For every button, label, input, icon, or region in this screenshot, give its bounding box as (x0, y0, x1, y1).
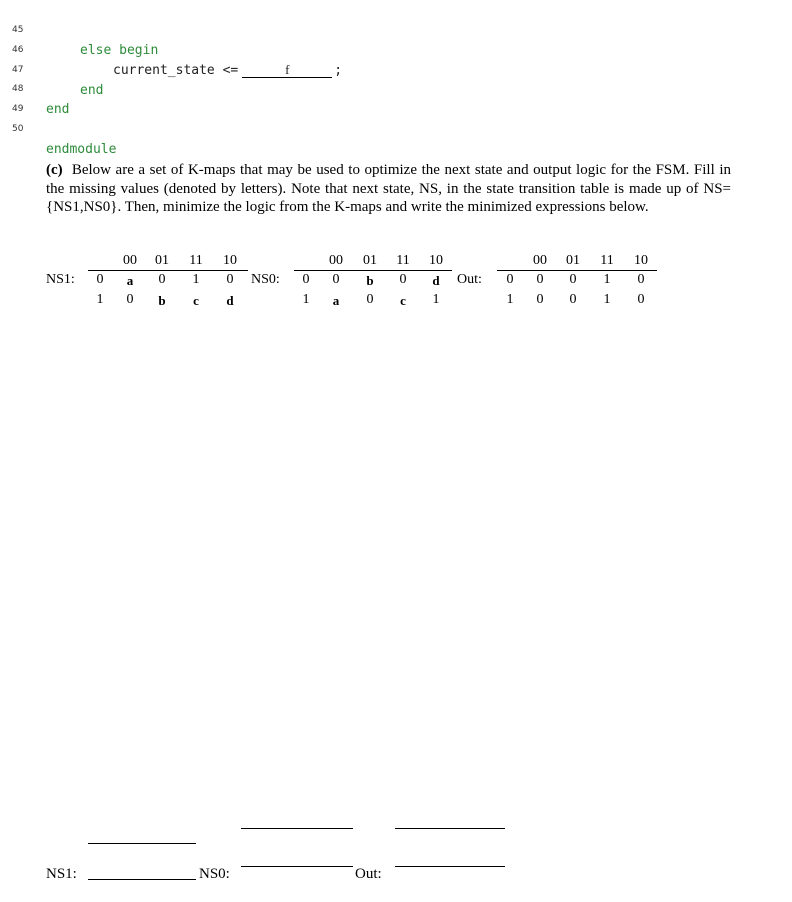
line-number: 46 (12, 45, 24, 55)
answer-blank[interactable]: f (242, 63, 332, 78)
kmap-col-header: 00 (533, 253, 547, 268)
kmap-cell: 1 (432, 292, 440, 307)
kmap-row-header: 1 (302, 292, 310, 307)
kmap-cell: 0 (226, 272, 234, 287)
kmap-cell: 0 (569, 272, 577, 287)
kmap-cell: 0 (637, 292, 645, 307)
kmap-cell: 1 (603, 292, 611, 307)
kmap-row-header: 0 (302, 272, 310, 287)
kmap-cell-missing[interactable]: d (226, 293, 234, 308)
kmap-row-header: 0 (96, 272, 104, 287)
question-text: Below are a set of K-maps that may be used to optimize the next state and output logic for the FSM. Fill in the missing values (denoted by letters). Note that next state, NS, in the state transition table is made up of NS={NS1,NS0}. Then, minimize the logic from the K-maps and write the minimized expressions below. (46, 162, 731, 215)
kmap-cell-missing[interactable]: c (400, 293, 406, 308)
kmap-cell: 1 (192, 272, 200, 287)
kmap-col-header: 01 (363, 253, 377, 268)
kmap-col-header: 00 (329, 253, 343, 268)
kmap-cell: 0 (399, 272, 407, 287)
line-number: 45 (12, 25, 24, 35)
kmap-cell: 0 (536, 292, 544, 307)
kmap-col-header: 10 (429, 253, 443, 268)
kmap-col-header: 01 (155, 253, 169, 268)
kmap-cell: 1 (603, 272, 611, 287)
kmap-header-rule (497, 270, 657, 271)
kmap-cell: 0 (536, 272, 544, 287)
kmap-col-header: 11 (600, 253, 614, 268)
kmap-cell: 0 (569, 292, 577, 307)
line-number: 47 (12, 65, 24, 75)
kmap-cell-missing[interactable]: a (332, 293, 340, 308)
code-text: end (80, 83, 104, 98)
kmap-col-header: 11 (189, 253, 203, 268)
kmap-header-rule (294, 270, 452, 271)
ns1-answer-line-lower[interactable] (88, 879, 196, 880)
line-number: 49 (12, 104, 24, 114)
kmap-label: NS0: (251, 272, 280, 287)
kmap-cell: 0 (126, 292, 134, 307)
code-text: end (46, 102, 70, 117)
kmap-cell: 0 (332, 272, 340, 287)
out-answer-line-upper[interactable] (395, 828, 505, 829)
part-label: (c) (46, 162, 63, 178)
kmap-col-header: 11 (396, 253, 410, 268)
out-answer-line-lower[interactable] (395, 866, 505, 867)
ns0-answer-label: NS0: (199, 866, 230, 882)
kmap-col-header: 10 (634, 253, 648, 268)
kmap-col-header: 01 (566, 253, 580, 268)
kmap-cell: 0 (158, 272, 166, 287)
kmap-label: NS1: (46, 272, 75, 287)
kmap-cell-missing[interactable]: a (126, 273, 134, 288)
line-number: 48 (12, 84, 24, 94)
kmap-cell: 0 (637, 272, 645, 287)
code-text: endmodule (46, 142, 117, 157)
kmap-cell-missing[interactable]: b (366, 273, 374, 288)
kmap-row-header: 0 (506, 272, 514, 287)
kmap-row-header: 1 (506, 292, 514, 307)
kmap-col-header: 10 (223, 253, 237, 268)
ns0-answer-line-lower[interactable] (241, 866, 353, 867)
line-number: 50 (12, 124, 24, 134)
ns1-answer-line-upper[interactable] (88, 843, 196, 844)
out-answer-label: Out: (355, 866, 382, 882)
ns0-answer-line-upper[interactable] (241, 828, 353, 829)
kmap-cell-missing[interactable]: c (193, 293, 199, 308)
code-text (113, 63, 342, 78)
kmap-cell-missing[interactable]: b (158, 293, 166, 308)
ns1-answer-label: NS1: (46, 866, 77, 882)
kmap-row-header: 1 (96, 292, 104, 307)
kmap-header-rule (88, 270, 248, 271)
kmap-label: Out: (457, 272, 482, 287)
kmap-col-header: 00 (123, 253, 137, 268)
code-text: else begin (80, 43, 159, 58)
kmap-cell-missing[interactable]: d (432, 273, 440, 288)
code-text-before: current_state <= (113, 63, 239, 78)
code-text-after: ; (334, 63, 343, 78)
kmap-cell: 0 (366, 292, 374, 307)
question-paragraph (46, 161, 731, 217)
